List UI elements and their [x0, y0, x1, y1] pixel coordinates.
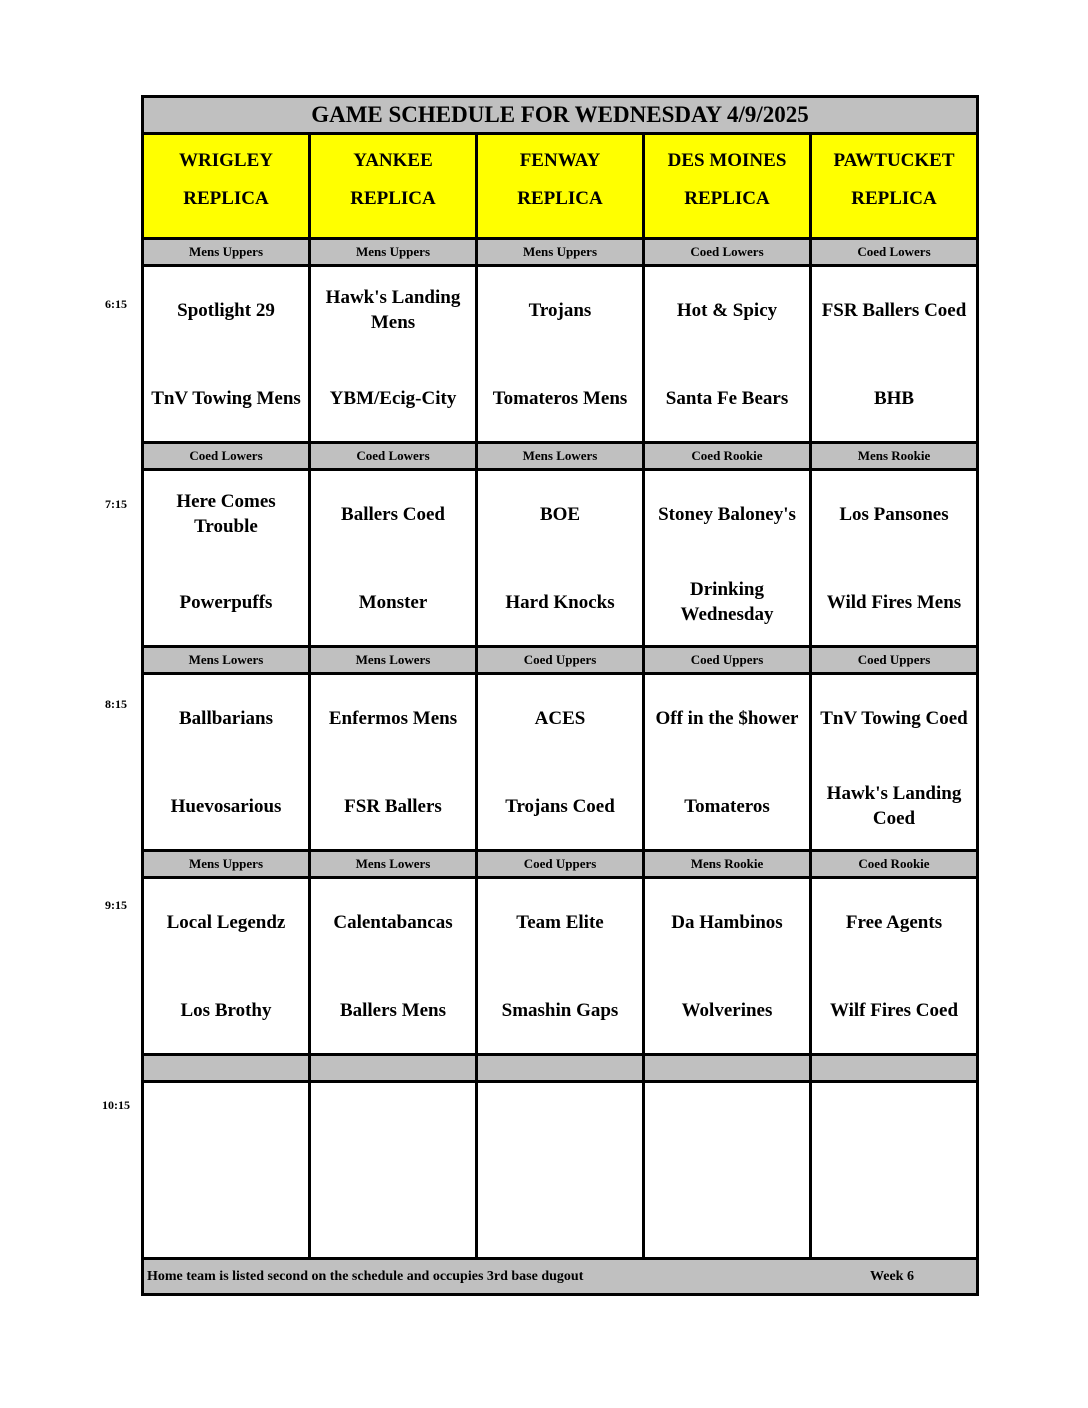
game-cell	[812, 1083, 976, 1257]
field-type: REPLICA	[684, 188, 770, 209]
home-team	[647, 1184, 807, 1244]
time-label: 10:15	[102, 1098, 130, 1112]
game-cell	[812, 267, 976, 441]
away-team: Spotlight 29	[177, 299, 275, 321]
division-label: Mens Lowers	[311, 648, 478, 672]
home-team: Monster	[358, 591, 428, 613]
game-cell	[645, 267, 812, 441]
field-header-des-moines	[645, 135, 812, 237]
division-label: Mens Lowers	[311, 852, 478, 876]
away-team: Off in the $hower	[655, 707, 799, 729]
game-cell	[645, 879, 812, 1053]
game-cell	[478, 471, 645, 645]
home-team	[313, 1184, 473, 1244]
field-header-row	[144, 135, 976, 240]
division-label: Coed Lowers	[311, 444, 478, 468]
division-label: Coed Uppers	[478, 852, 645, 876]
division-row	[144, 444, 976, 471]
home-team: Tomateros	[684, 795, 770, 817]
away-team: Hawk's Landing Mens	[325, 287, 461, 333]
division-row	[144, 852, 976, 879]
home-team: Wild Fires Mens	[826, 591, 962, 613]
game-cell	[645, 1083, 812, 1257]
division-label: Coed Lowers	[144, 444, 311, 468]
schedule-title: GAME SCHEDULE FOR WEDNESDAY 4/9/2025	[144, 98, 976, 135]
home-team: Trojans Coed	[505, 795, 615, 817]
division-label	[144, 1056, 311, 1080]
game-cell	[478, 879, 645, 1053]
field-header-fenway	[478, 135, 645, 237]
away-team	[480, 1096, 640, 1156]
game-row	[144, 879, 976, 1056]
game-row	[144, 1083, 976, 1260]
home-team: Hawk's Landing Coed	[826, 783, 962, 829]
division-label: Coed Uppers	[812, 648, 976, 672]
division-label: Mens Rookie	[812, 444, 976, 468]
game-row	[144, 267, 976, 444]
division-label: Coed Lowers	[812, 240, 976, 264]
away-team: Trojans	[528, 299, 592, 321]
home-team: Wolverines	[681, 999, 773, 1021]
division-label: Mens Uppers	[144, 852, 311, 876]
game-cell	[144, 1083, 311, 1257]
field-type: REPLICA	[517, 188, 603, 209]
field-name: YANKEE	[353, 150, 433, 171]
home-team: TnV Towing Mens	[151, 387, 301, 409]
home-team: Tomateros Mens	[492, 387, 628, 409]
division-row	[144, 240, 976, 267]
away-team: Hot & Spicy	[676, 299, 778, 321]
game-cell	[478, 1083, 645, 1257]
division-label: Mens Rookie	[645, 852, 812, 876]
away-team: FSR Ballers Coed	[821, 299, 967, 321]
game-cell	[144, 471, 311, 645]
week-label: Week 6	[870, 1269, 914, 1284]
division-label: Coed Uppers	[478, 648, 645, 672]
home-team: Drinking Wednesday	[680, 579, 774, 625]
home-team: Huevosarious	[170, 795, 282, 817]
home-team: Smashin Gaps	[501, 999, 619, 1021]
division-label: Coed Rookie	[645, 444, 812, 468]
away-team: Free Agents	[845, 911, 943, 933]
field-type: REPLICA	[183, 188, 269, 209]
game-cell	[144, 879, 311, 1053]
game-cell	[144, 267, 311, 441]
home-team: YBM/Ecig-City	[329, 387, 457, 409]
schedule-footer	[144, 1260, 976, 1293]
division-label: Mens Uppers	[144, 240, 311, 264]
home-team	[480, 1184, 640, 1244]
field-type: REPLICA	[350, 188, 436, 209]
division-label: Mens Uppers	[478, 240, 645, 264]
time-label: 7:15	[105, 497, 127, 511]
away-team	[146, 1096, 306, 1156]
field-name: PAWTUCKET	[833, 150, 955, 171]
time-label: 8:15	[105, 697, 127, 711]
away-team: Calentabancas	[333, 911, 453, 933]
away-team	[647, 1096, 807, 1156]
home-team: BHB	[873, 387, 915, 409]
away-team: Local Legendz	[166, 911, 286, 933]
game-cell	[311, 471, 478, 645]
away-team: Team Elite	[516, 911, 604, 933]
away-team: ACES	[534, 707, 586, 729]
home-team: Ballers Mens	[339, 999, 447, 1021]
game-cell	[478, 267, 645, 441]
away-team: Los Pansones	[839, 503, 949, 525]
field-type: REPLICA	[851, 188, 937, 209]
field-header-wrigley	[144, 135, 311, 237]
away-team	[814, 1096, 974, 1156]
division-label: Mens Uppers	[311, 240, 478, 264]
division-label: Mens Lowers	[478, 444, 645, 468]
division-row	[144, 648, 976, 675]
away-team: TnV Towing Coed	[820, 707, 968, 729]
division-label	[812, 1056, 976, 1080]
field-name: WRIGLEY	[179, 150, 273, 171]
game-cell	[311, 879, 478, 1053]
game-row	[144, 675, 976, 852]
game-cell	[812, 675, 976, 849]
field-name: FENWAY	[519, 150, 601, 171]
division-label: Coed Uppers	[645, 648, 812, 672]
game-cell	[311, 267, 478, 441]
field-header-yankee	[311, 135, 478, 237]
division-row	[144, 1056, 976, 1083]
field-name: DES MOINES	[667, 150, 787, 171]
game-cell	[144, 675, 311, 849]
away-team: Ballbarians	[179, 707, 273, 729]
game-cell	[645, 675, 812, 849]
game-cell	[812, 471, 976, 645]
division-label: Coed Lowers	[645, 240, 812, 264]
game-cell	[645, 471, 812, 645]
home-team: Santa Fe Bears	[665, 387, 789, 409]
division-label: Coed Rookie	[812, 852, 976, 876]
schedule-table	[141, 95, 979, 1296]
field-header-pawtucket	[812, 135, 976, 237]
away-team: Da Hambinos	[671, 911, 783, 933]
home-team	[814, 1184, 974, 1244]
away-team: Here Comes Trouble	[176, 491, 276, 537]
home-team: Powerpuffs	[179, 591, 273, 613]
home-team-note: Home team is listed second on the schedule and occupies 3rd base dugout	[147, 1269, 584, 1284]
away-team	[313, 1096, 473, 1156]
time-label: 6:15	[105, 297, 127, 311]
away-team: Stoney Baloney's	[658, 503, 796, 525]
home-team: Los Brothy	[180, 999, 272, 1021]
division-label	[311, 1056, 478, 1080]
game-row	[144, 471, 976, 648]
time-label: 9:15	[105, 898, 127, 912]
home-team: Wilf Fires Coed	[829, 999, 959, 1021]
division-label: Mens Lowers	[144, 648, 311, 672]
division-label	[478, 1056, 645, 1080]
game-cell	[478, 675, 645, 849]
game-cell	[311, 675, 478, 849]
home-team: Hard Knocks	[505, 591, 615, 613]
division-label	[645, 1056, 812, 1080]
home-team	[146, 1184, 306, 1244]
game-cell	[311, 1083, 478, 1257]
away-team: Ballers Coed	[341, 503, 445, 525]
away-team: Enfermos Mens	[328, 707, 458, 729]
game-cell	[812, 879, 976, 1053]
away-team: BOE	[539, 503, 581, 525]
home-team: FSR Ballers	[344, 795, 442, 817]
